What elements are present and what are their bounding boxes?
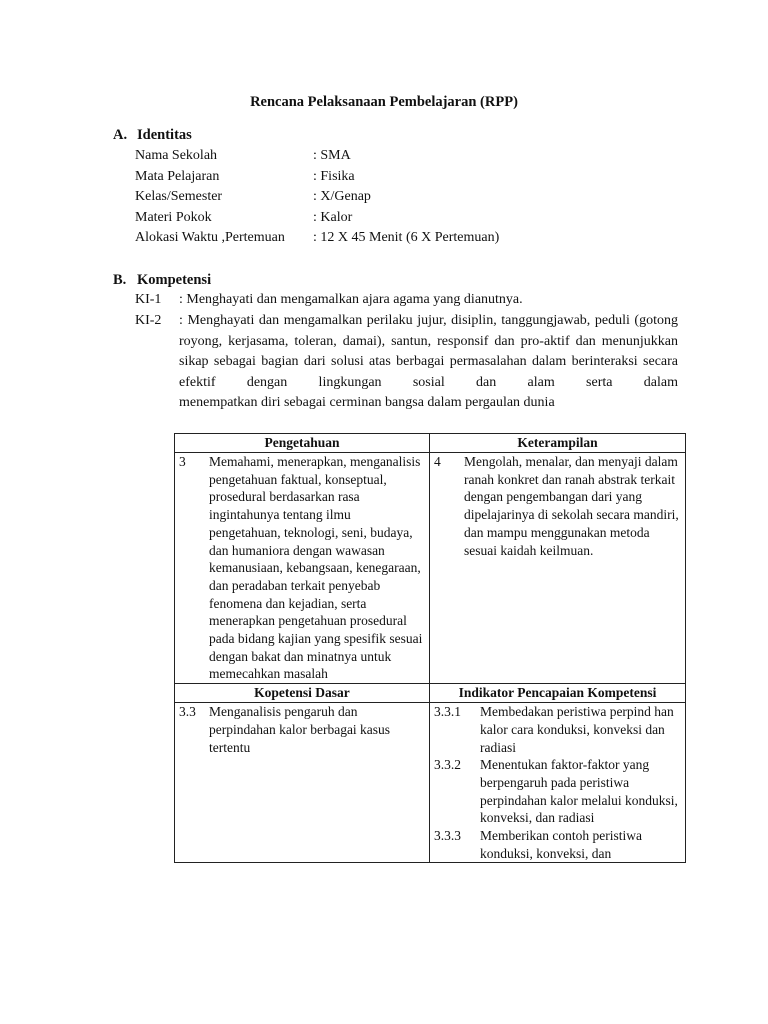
identity-value: : SMA <box>313 148 351 163</box>
section-b-letter: B. <box>113 272 127 288</box>
header-keterampilan: Keterampilan <box>429 434 685 453</box>
indicator-text: Memberikan contoh peristiwa konduksi, konveksi, dan <box>479 828 642 861</box>
identity-label: Mata Pelajaran <box>135 168 220 184</box>
identity-label: Alokasi Waktu ,Pertemuan <box>135 230 285 246</box>
ki-2-text: : Menghayati dan mengamalkan perilaku jujur, disiplin, tanggungjawab, peduli (gotong royong, kerjasama, toleran, damai), santun, responsif dan pro-aktif dan menunjukkan sikap sebagai bagian dari solusi atas berbagai permasalahan dalam berinteraksi secara efektif dengan lingkungan sosial dan alam serta dalam <box>179 313 678 390</box>
document-title: Rencana Pelaksanaan Pembelajaran (RPP) <box>250 94 518 110</box>
kd-number: 3.3 <box>179 704 196 720</box>
header-pengetahuan: Pengetahuan <box>175 434 430 453</box>
identity-list <box>135 146 499 249</box>
identity-row <box>135 167 499 188</box>
section-b-title: Kompetensi <box>137 272 212 288</box>
indicator-text: Membedakan peristiwa perpind han kalor cara konduksi, konveksi dan radiasi <box>479 704 674 755</box>
identity-value: : 12 X 45 Menit (6 X Pertemuan) <box>313 230 500 246</box>
keterampilan-text: Mengolah, menalar, dan menyaji dalam ranah konkret dan ranah abstrak terkait dengan pengembangan dari yang dipelajarinya di sekolah secara mandiri, dan mampu menggunakan metoda sesuai kaidah keilmuan. <box>463 454 679 558</box>
keterampilan-number: 4 <box>433 454 441 469</box>
indicator-number: 3.3.3 <box>433 828 461 844</box>
identity-value: : Fisika <box>313 168 355 184</box>
identity-row <box>135 187 499 208</box>
keterampilan-cell <box>429 453 685 684</box>
ki-2-text-end: menempatkan diri sebagai cerminan bangsa dalam pergaulan dunia <box>179 395 555 410</box>
identity-row <box>135 208 499 229</box>
indicator-text: Menentukan faktor-faktor yang berpengaruh pada peristiwa perpindahan kalor melalui konduksi, konveksi, dan radiasi <box>479 757 678 826</box>
ki-1-text: : Menghayati dan mengamalkan ajara agama yang dianutnya. <box>179 292 523 307</box>
identity-label: Nama Sekolah <box>135 148 218 163</box>
section-a-heading <box>113 125 192 146</box>
pengetahuan-text: Memahami, menerapkan, menganalisis pengetahuan faktual, konseptual, prosedural berdasarkan rasa ingintahunya tentang ilmu pengetahuan, teknologi, seni, budaya, dan humaniora dengan wawasan kemanusiaan, kebangsaan, kenegaraan, dan peradaban terkait penyebab fenomena dan kejadian, serta menerapkan pengetahuan prosedural pada bidang kajian yang spesifik sesuai dengan bakat dan minatnya untuk memecahkan masalah <box>209 454 423 682</box>
indicator-number: 3.3.1 <box>433 704 461 720</box>
indicator-number: 3.3.2 <box>433 757 461 773</box>
ki-1 <box>135 290 678 311</box>
header-kompetensi-dasar: Kopetensi Dasar <box>175 684 430 703</box>
identity-value: : X/Genap <box>313 189 371 205</box>
identity-label: Materi Pokok <box>135 209 212 225</box>
indicator-item <box>434 756 681 827</box>
header-indikator: Indikator Pencapaian Kompetensi <box>429 684 685 703</box>
pengetahuan-cell <box>175 453 430 684</box>
indicator-item <box>434 827 681 862</box>
ki-2-code: KI-2 <box>135 313 162 328</box>
identity-row <box>135 228 499 249</box>
section-a-title: Identitas <box>137 127 192 143</box>
competency-table <box>174 433 686 863</box>
section-b-heading <box>113 270 211 291</box>
identity-label: Kelas/Semester <box>135 189 223 205</box>
kompetensi-dasar-cell <box>175 703 430 863</box>
kd-text: Menganalisis pengaruh dan perpindahan kalor berbagai kasus tertentu <box>209 704 391 755</box>
pengetahuan-number: 3 <box>179 454 186 469</box>
ki-2 <box>135 311 678 414</box>
indicator-item <box>434 703 681 756</box>
indikator-cell <box>429 703 685 863</box>
ki-1-code: KI-1 <box>135 292 162 307</box>
identity-value: : Kalor <box>313 209 353 225</box>
identity-row <box>135 146 499 167</box>
section-a-letter: A. <box>113 127 128 143</box>
